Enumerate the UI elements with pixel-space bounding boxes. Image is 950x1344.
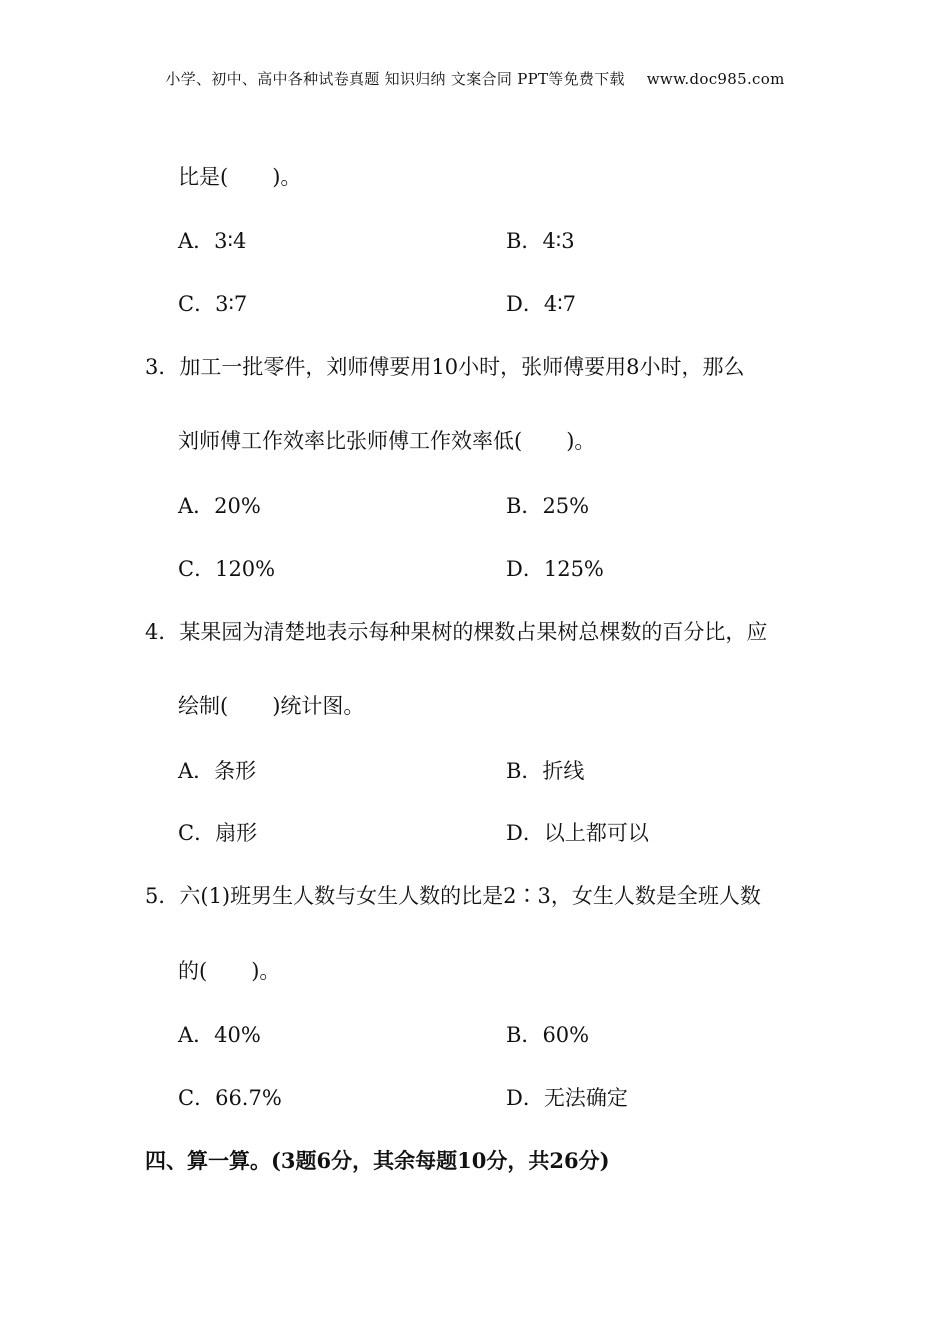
q5-line2: 的( )。 — [178, 959, 281, 983]
question-number: 4． — [145, 620, 180, 644]
q2-option-a: A．3∶4 — [178, 229, 247, 253]
q5-option-b: B．60% — [506, 1023, 590, 1047]
q2-option-c: C．3∶7 — [178, 292, 248, 316]
q2-continuation: 比是( )。 — [178, 165, 302, 189]
q5-option-c: C．66.7% — [178, 1086, 282, 1110]
header-text: 小学、初中、高中各种试卷真题 知识归纳 文案合同 PPT等免费下载 — [165, 70, 625, 88]
q5-option-a: A．40% — [178, 1023, 261, 1047]
q5-line1: 5．六(1)班男生人数与女生人数的比是2∶3，女生人数是全班人数 — [145, 884, 761, 908]
q5-option-d: D．无法确定 — [506, 1086, 628, 1110]
q4-line2: 绘制( )统计图。 — [178, 694, 365, 718]
header-site: www.doc985.com — [646, 70, 785, 88]
q3-line2: 刘师傅工作效率比张师傅工作效率低( )。 — [178, 429, 596, 453]
q3-option-a: A．20% — [178, 494, 261, 518]
q2-option-b: B．4∶3 — [506, 229, 575, 253]
section-heading: 四、算一算。(3题6分，其余每题10分，共26分) — [145, 1148, 610, 1173]
question-number: 3． — [145, 355, 180, 379]
q4-line1: 4．某果园为清楚地表示每种果树的棵数占果树总棵数的百分比，应 — [145, 620, 768, 644]
q2-option-d: D．4∶7 — [506, 292, 577, 316]
q4-option-b: B．折线 — [506, 759, 585, 783]
question-number: 5． — [145, 884, 180, 908]
q3-option-b: B．25% — [506, 494, 590, 518]
page-header — [0, 68, 950, 89]
q4-option-c: C．扇形 — [178, 821, 258, 845]
q3-option-c: C．120% — [178, 557, 276, 581]
q3-line1: 3．加工一批零件，刘师傅要用10小时，张师傅要用8小时，那么 — [145, 355, 745, 379]
q4-option-a: A．条形 — [178, 759, 257, 783]
q3-option-d: D．125% — [506, 557, 604, 581]
q4-option-d: D．以上都可以 — [506, 821, 649, 845]
